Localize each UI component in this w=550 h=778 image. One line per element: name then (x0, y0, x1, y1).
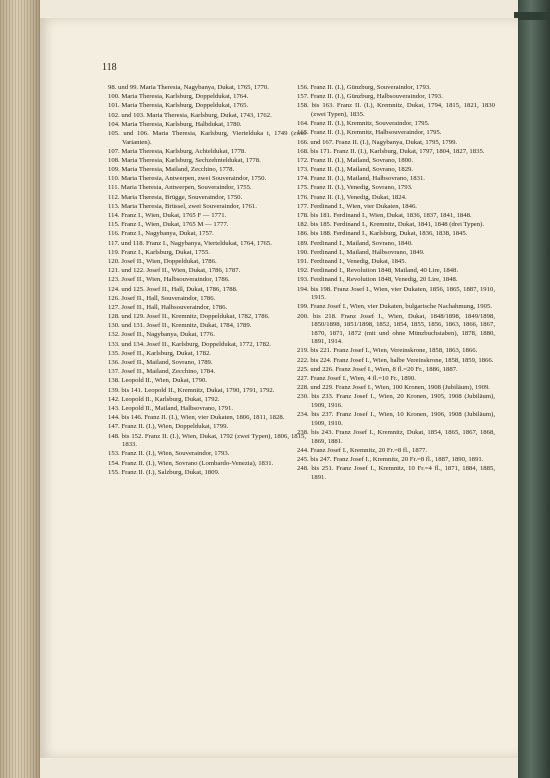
catalog-entry: 110. Maria Theresia, Antwerpen, zwei Souveraindor, 1750. (108, 175, 267, 183)
catalog-entry: 130. und 131. Josef II., Kremnitz, Dukat, 1784, 1789. (108, 322, 252, 330)
catalog-entry: 116. Franz I., Nagybanya, Dukat, 1757. (108, 230, 214, 238)
catalog-entry: 127. Josef II., Hall, Halbsouveraindor, 1786. (108, 303, 228, 311)
catalog-entry: 138. Leopold II., Wien, Dukat, 1790. (108, 377, 207, 385)
catalog-entry: 115. Franz I., Wien, Dukat, 1765 M — 1777. (108, 221, 229, 229)
catalog-entry: 175. Franz II. (I.), Venedig, Sovrano, 1793. (297, 184, 413, 192)
catalog-entry: 114. Franz I., Wien, Dukat, 1765 F — 1771. (108, 212, 227, 220)
catalog-entry: 119. Franz I., Karlsburg, Dukat, 1755. (108, 248, 210, 256)
catalog-entry: 193. Ferdinand I., Revolution 1848, Venedig, 20 Lire, 1848. (297, 276, 458, 284)
catalog-entry: 124. und 125. Josef II., Hall, Dukat, 1786, 1788. (108, 285, 238, 293)
catalog-entry: 121. und 122. Josef II., Wien, Dukat, 1786, 1787. (108, 267, 241, 275)
catalog-entry: 173. Franz II. (I.), Mailand, Sovrano, 1829. (297, 166, 414, 174)
catalog-entry: 132. Josef II., Nagybanya, Dukat, 1776. (108, 331, 215, 339)
catalog-entry: 123. Josef II., Wien, Halbsouveraindor, 1786. (108, 276, 230, 284)
catalog-entry: 117. und 118. Franz I., Nagybanya, Vierteldukat, 1764, 1765. (108, 239, 272, 247)
catalog-entry: 101. Maria Theresia, Karlsburg, Doppeldukat, 1765. (108, 102, 249, 110)
catalog-entry: 182. bis 185. Ferdinand I., Kremnitz, Dukat, 1841, 1848 (drei Typen). (297, 221, 484, 229)
catalog-entry: 135. Josef II., Karlsburg, Dukat, 1782. (108, 349, 211, 357)
right-column (297, 84, 495, 483)
catalog-entry: 227. Franz Josef I., Wien, 4 fl.=10 Fr., 1890. (297, 375, 416, 383)
catalog-entry: 155. Franz II. (I.), Salzburg, Dukat, 1809. (108, 468, 220, 476)
bookmark-tab (514, 12, 550, 20)
catalog-entry: 189. Ferdinand I., Mailand, Sovrano, 1840. (297, 239, 413, 247)
page-number: 118 (102, 62, 117, 73)
catalog-entry: 148. bis 152. Franz II. (I.), Wien, Dukat, 1792 (zwei Typen), 1806, 1815, 1833. (108, 432, 306, 449)
catalog-entry: 137. Josef II., Mailand, Zecchino, 1784. (108, 368, 216, 376)
catalog-entry: 158. bis 163. Franz II. (I.), Kremnitz, Dukat, 1794, 1815, 1821, 1830 (zwei Typen), 1835. (297, 102, 495, 118)
catalog-entry: 186. bis 188. Ferdinand I., Karlsburg, Dukat, 1836, 1838, 1845. (297, 230, 468, 238)
catalog-entry: 192. Ferdinand I., Revolution 1848, Mailand, 40 Lire, 1848. (297, 267, 459, 275)
catalog-entry: 219. bis 221. Franz Josef I., Wien, Vereinskrone, 1858, 1863, 1866. (297, 347, 478, 355)
catalog-entry: 142. Leopold II., Karlsburg, Dukat, 1792. (108, 395, 220, 403)
catalog-entry: 199. Franz Josef I., Wien, vier Dukaten, bulgarische Nachahmung, 1905. (297, 303, 492, 311)
catalog-entry: 230. bis 233. Franz Josef I., Wien, 20 Kronen, 1905, 1908 (Jubiläum), 1909, 1916. (297, 393, 495, 409)
catalog-entry: 104. Maria Theresia, Karlsburg, Halbdukat, 1780. (108, 120, 242, 128)
catalog-entry: 108. Maria Theresia, Karlsburg, Sechzehnteldukat, 1778. (108, 156, 261, 164)
catalog-entry: 100. Maria Theresia, Karlsburg, Doppeldukat, 1764. (108, 93, 249, 101)
catalog-entry: 177. Ferdinand I., Wien, vier Dukaten, 1846. (297, 202, 417, 210)
catalog-entry: 245. bis 247. Franz Josef I., Kremnitz, 20 Fr.=8 fl., 1887, 1890, 1891. (297, 455, 484, 463)
book-page-edges (0, 0, 40, 778)
catalog-entry: 153. Franz II. (I.), Wien, Souveraindor, 1793. (108, 450, 230, 458)
catalog-entry: 172. Franz II. (I.), Mailand, Sovrano, 1800. (297, 156, 414, 164)
catalog-entry: 168. bis 171. Franz II. (I.), Karlsburg, Dukat, 1797, 1804, 1827, 1835. (297, 147, 485, 155)
catalog-entry: 200. bis 218. Franz Josef I., Wien, Dukat, 1848/1898, 1849/1898, 1850/1898, 1851/1898, 1852, 1854, 1855, 1856, 1863, 1866, 1867, 1870, 1871, 1872 (mit und ohne Münzbuchstaben), 1878, 1880, 1891, 1914. (297, 312, 495, 346)
catalog-entry: 144. bis 146. Franz II. (I.), Wien, vier Dukaten, 1806, 1811, 1828. (108, 414, 285, 422)
catalog-entry: 139. bis 141. Leopold II., Kremnitz, Dukat, 1790, 1791, 1792. (108, 386, 275, 394)
catalog-entry: 194. bis 198. Franz Josef I., Wien, vier Dukaten, 1856, 1865, 1887, 1910, 1915. (297, 285, 495, 302)
catalog-entry: 156. Franz II. (I.), Günzburg, Souveraindor, 1793. (297, 84, 431, 91)
catalog-entry: 238. bis 243. Franz Josef I., Kremnitz, Dukat, 1854, 1865, 1867, 1868, 1869, 1881. (297, 428, 495, 445)
catalog-entry: 228. und 229. Franz Josef I., Wien, 100 Kronen, 1908 (Jubiläum), 1909. (297, 384, 490, 392)
catalog-entry: 105. und 106. Maria Theresia, Karlsburg, Viertelduka t, 1749 (zwei Varianten). (108, 129, 306, 146)
catalog-entry: 178. bis 181. Ferdinand I., Wien, Dukat, 1836, 1837, 1841, 1848. (297, 212, 472, 220)
book-cover-edge (518, 0, 550, 778)
catalog-entry: 128. und 129. Josef II., Kremnitz, Doppeldukat, 1782, 1786. (108, 313, 270, 321)
catalog-entry: 191. Ferdinand I., Venedig, Dukat, 1845. (297, 257, 407, 265)
catalog-entry: 112. Maria Theresia, Brügge, Souveraindor, 1750. (108, 193, 243, 201)
catalog-entry: 190. Ferdinand I., Mailand, Halbsovrano, 1849. (297, 248, 425, 256)
catalog-entry: 225. und 226. Franz Josef I., Wien, 8 fl.=20 Fr., 1886, 1887. (297, 365, 458, 373)
catalog-entry: 143. Leopold II., Mailand, Halbsovrano, 1791. (108, 404, 233, 412)
catalog-entry: 147. Franz II. (I.), Wien, Doppeldukat, 1799. (108, 423, 229, 431)
catalog-entry: 126. Josef II., Hall, Souveraindor, 1786. (108, 294, 216, 302)
catalog-entry: 244. Franz Josef I., Kremnitz, 20 Fr.=8 fl., 1877. (297, 446, 428, 454)
left-column (108, 84, 306, 478)
catalog-entry: 107. Maria Theresia, Karlsburg, Achteldukat, 1778. (108, 147, 246, 155)
catalog-entry: 98. und 99. Maria Theresia, Nagybanya, Dukat, 1765, 1770. (108, 84, 269, 91)
catalog-entry: 157. Franz II. (I.), Günzburg, Halbsouveraindor, 1793. (297, 93, 443, 101)
catalog-entry: 154. Franz II. (I.), Wien, Sovrano (Lombardo-Venezia), 1831. (108, 459, 274, 467)
catalog-entry: 133. und 134. Josef II., Karlsburg, Doppeldukat, 1772, 1782. (108, 340, 271, 348)
catalog-entry: 174. Franz II. (I.), Mailand, Halbsovrano, 1831. (297, 175, 425, 183)
catalog-entry: 164. Franz II. (I.), Kremnitz, Souveraindor, 1795. (297, 120, 430, 128)
catalog-entry: 109. Maria Theresia, Mailand, Zecchino, 1778. (108, 166, 235, 174)
catalog-entry: 102. und 103. Maria Theresia, Karlsburg, Dukat, 1743, 1762. (108, 111, 272, 119)
catalog-entry: 120. Josef II., Wien, Doppeldukat, 1786. (108, 257, 217, 265)
catalog-entry: 113. Maria Theresia, Brüssel, zwei Souveraindor, 1761. (108, 202, 257, 210)
catalog-entry: 166. und 167. Franz II. (I.), Nagybanya, Dukat, 1795, 1799. (297, 138, 458, 146)
catalog-entry: 136. Josef II., Mailand, Sovrano, 1789. (108, 359, 213, 367)
catalog-entry: 234. bis 237. Franz Josef I., Wien, 10 Kronen, 1906, 1908 (Jubiläum), 1909, 1910. (297, 411, 495, 427)
catalog-entry: 111. Maria Theresia, Antwerpen, Souveraindor, 1755. (108, 184, 252, 192)
catalog-entry: 248. bis 251. Franz Josef I., Kremnitz, 10 Fr.=4 fl., 1871, 1884, 1885, 1891. (297, 465, 495, 481)
catalog-entry: 222. bis 224. Franz Josef I., Wien, halbe Vereinskrone, 1858, 1859, 1866. (297, 356, 494, 364)
catalog-entry: 165. Franz II. (I.), Kremnitz, Halbsouveraindor, 1795. (297, 129, 442, 137)
catalog-entry: 176. Franz II. (I.), Venedig, Dukat, 1824. (297, 193, 407, 201)
